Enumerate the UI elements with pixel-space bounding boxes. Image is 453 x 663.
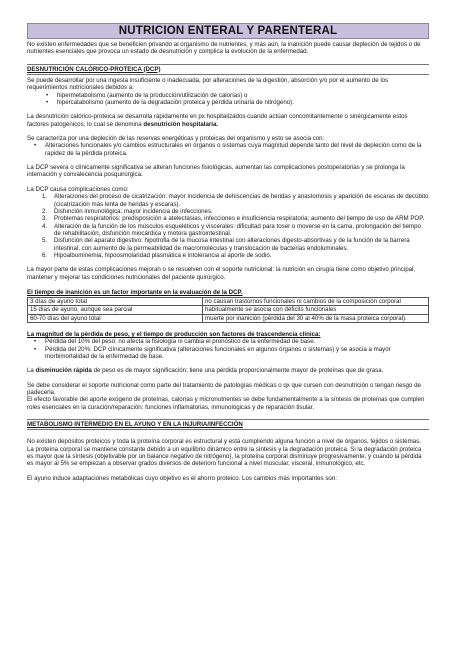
table-row (28, 314, 429, 322)
list-item (42, 215, 429, 223)
dcp-paragraph-3: Se caracteriza por una depleción de las reservas energéticas y proteicas del organismo y esto se asocia con: (27, 135, 325, 143)
weight-paragraph-1 (27, 367, 429, 374)
table-cell: 15 días de ayuno, aunque sea parcial (28, 306, 203, 314)
dcp-paragraph-2 (27, 113, 429, 128)
table-row (28, 298, 429, 306)
list-number: 2. (42, 207, 48, 215)
weight-paragraph-3: El efecto favorable del aporte exógeno de proteínas, calorías y micronutrientes se debe fundamentalmente a la síntesis de proteínas que cumplen roles esenciales en la curación/reparación: funciones inflamatorias, inmunológicas y de reparación tisular. (27, 396, 425, 411)
list-item (42, 222, 429, 238)
list-text: Disfunción del aparato digestivo: hipotrofia de la mucosa intestinal con alteraciones digesto-absortivas y de la función de la barrera intestinal, con aumento de la permeabilidad de macromoléculas y translocación de bacterias endoluminales. (54, 237, 410, 252)
list-item (42, 193, 429, 208)
table-row (28, 306, 429, 314)
list-text: Alteración de la función de los músculos esqueléticos y viscerales: dificultad para toser o moverse en la cama, prolongación del tiempo de rehabilitación, disfunción miocárdica y motora gastrointestinal. (54, 222, 421, 237)
list-item (42, 237, 429, 252)
weight-loss-heading: La magnitud de la pérdida de peso, y el tiempo de producción son factores de trascendencia clínica: (27, 330, 321, 338)
list-item (42, 251, 429, 259)
list-item: • Pérdida del 10% del peso: no afecta la fisiología ni cambia el pronóstico de la enfermedad de base. (45, 338, 429, 345)
metabolism-paragraph-1: No existen depósitos proteicos y toda la proteína corporal es estructural y está cumpliendo alguna función a nivel de órganos, tejidos o sistemas. La proteína corporal se mantiene constante debido a un equilibrio dinámico entre la síntesis y la degradación proteica. Si la degradación proteica es mayor que la síntesis (objetivable por un balance negativo de nitrógeno), la proteína corporal disminuye progresivamente, y cuando la pérdida es mayor al 5% se empiezan a observar grados diversos de deterioro funcional a nivel muscular, visceral, inmunológico, etc. (27, 438, 422, 468)
list-item: • Alteraciones funcionales y/o cambios estructurales en órganos o sistemas cuya magnitud depende tanto del nivel de depleción como de la rapidez de la pérdida proteica. (45, 142, 429, 157)
metabolism-paragraph-2: El ayuno induce adaptaciones metabólicas cuyo objetivo es el ahorro proteico. Los cambios más importantes son: (27, 474, 337, 482)
weight-paragraph-2: Se debe considerar el soporte nutricional como parte del tratamiento de patologías médicas o qx que cursen con desnutrición o tengan riesgo de padecerla. (27, 381, 421, 396)
document-title: NUTRICION ENTERAL Y PARENTERAL (27, 23, 429, 39)
dcp-heading: DESNUTRICIÓN CALÓRICO-PROTEICA (DCP) (27, 64, 429, 75)
table-cell: habitualmente se asocia con déficits funcionales (203, 306, 429, 314)
list-number: 6. (42, 251, 48, 259)
dcp-causes-list (27, 92, 429, 107)
list-text: Alteraciones del proceso de cicatrización: mayor incidencia de dehiscencias de heridas y anastomosis y aparición de escaras de decúbito (cicatrización más lenta de heridas y escaras). (54, 193, 429, 208)
list-number: 1. (42, 193, 48, 201)
table-cell: 60-70 días del ayuno total (28, 314, 203, 322)
intro-paragraph: No existen enfermedades que se beneficien privando al organismo de nutrientes, y más aún, la inanición puede causar depleción de tejidos o de nutrientes esenciales que provoca un estado de desnutrición y complica la evolución de la enfermedad. (27, 41, 421, 56)
table-cell: no causan trastornos funcionales ni cambios de la composición corporal (203, 298, 429, 306)
list-number: 5. (42, 237, 48, 245)
list-item (42, 207, 429, 215)
metabolism-heading: METABOLISMO INTERMEDIO EN EL AYUNO Y EN LA INJURIA/INFECCIÓN (27, 419, 429, 430)
dcp-paragraph-2-text: La desnutrición calórico-proteica se desarrolla rápidamente en px hospitalizados cuando actúan concomitantemente o sinérgicamente estos factores patogénicos, lo cual se denomina (27, 113, 408, 128)
weight-loss-list (27, 338, 429, 360)
weight-paragraph-1-a: La (27, 367, 36, 375)
list-item: • hipermetabolismo (aumento de la producción/utilización de calorías) o (57, 92, 429, 99)
list-number: 4. (42, 222, 48, 230)
list-text: Disfunción inmunológica: mayor incidencia de infecciones. (54, 207, 213, 215)
list-item: • hipercatabolismo (aumento de la degradación proteica y pérdida urinaria de nitrógeno). (57, 99, 429, 106)
inanition-table (27, 297, 429, 323)
dcp-paragraph-6: La mayor parte de estas complicaciones mejoran o se resuelven con el soporte nutricional: la nutrición en cirugía tiene como objetivo principal, mantener y mejorar las condiciones nutricionales del paciente quirúrgico. (27, 266, 416, 281)
document-page (0, 23, 453, 663)
complications-list (27, 193, 429, 259)
list-item: • Pérdida del 20%: DCP clínicamente significativa (alteraciones funcionales en algunos órganos o sistemas) y se asocia a mayor morbimortalidad de la enfermedad de base. (45, 346, 429, 361)
dcp-features-list (27, 142, 429, 157)
dcp-paragraph-5: La DCP causa complicaciones como: (27, 185, 129, 193)
inanition-heading: El tiempo de inanición es un factor importante en la evaluación de la DCP. (27, 288, 243, 296)
table-cell: muerte por inanición (pérdida del 30 al 40% de la masa proteica corporal). (203, 314, 429, 322)
list-text: Problemas respiratorios: predisposición a atelectasias, infecciones e insuficiencia respiratoria; aumento del tiempo de uso de ARM POP. (54, 215, 425, 223)
table-cell: 3 días de ayuno total (28, 298, 203, 306)
list-number: 3. (42, 215, 48, 223)
weight-paragraph-1-c: de peso es de mayor significación; tiene una pérdida proporcionalmente mayor de proteínas que de grasa. (91, 367, 384, 375)
rapid-decrease-term: disminución rápida (35, 367, 92, 375)
list-text: Hipoalbuminemia, hipoosmolaridad plasmática e intolerancia al aporte de sodio. (54, 251, 272, 259)
dcp-paragraph-4: La DCP severa o clínicamente significativa se alteran funciones fisiológicas, aumentan las complicaciones postoperatorias y se prolonga la internación y convalecencia posquirúrgica. (27, 164, 405, 179)
hospital-malnutrition-term: desnutrición hospitalaria. (143, 120, 219, 128)
dcp-paragraph-1: Se puede desarrollar por una ingesta insuficiente o inadecuada, por alteraciones de la digestión, absorción y/o por el aumento de los requerimientos nutricionales debidos a: (27, 77, 389, 92)
